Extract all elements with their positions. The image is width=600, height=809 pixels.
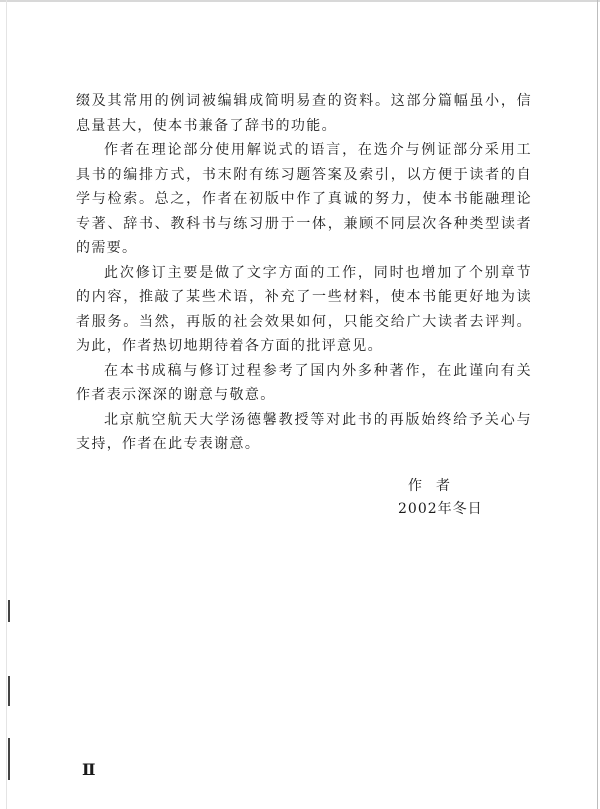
paragraph: 作者在理论部分使用解说式的语言，在选介与例证部分采用工具书的编排方式，书末附有练习题答案及索引，以方便于读者的自学与检索。总之，作者在初版中作了真诚的努力，使本书能融理论专著、辞书、教科书与练习册于一体，兼顾不同层次各种类型读者的需要。 bbox=[76, 142, 532, 256]
scan-mark bbox=[8, 676, 10, 706]
scan-edge-left bbox=[6, 0, 7, 809]
scan-mark bbox=[8, 738, 10, 780]
paragraph: 北京航空航天大学汤德馨教授等对此书的再版始终给予关心与支持，作者在此专表谢意。 bbox=[76, 411, 532, 452]
date-line: 2002年冬日 bbox=[398, 501, 483, 517]
paragraph: 缀及其常用的例词被编辑成简明易查的资料。这部分篇幅虽小，信息量甚大，使本书兼备了辞书的功能。 bbox=[76, 93, 532, 134]
paragraph: 在本书成稿与修订过程参考了国内外多种著作，在此谨向有关作者表示深深的谢意与敬意。 bbox=[76, 362, 532, 403]
scan-edge-top bbox=[0, 0, 600, 2]
scan-edge-right bbox=[597, 0, 598, 809]
scan-mark bbox=[8, 600, 10, 622]
author-signature: 作者 bbox=[408, 478, 464, 494]
page-number: Ⅱ bbox=[82, 760, 95, 779]
paragraph: 此次修订主要是做了文字方面的工作，同时也增加了个别章节的内容，推敲了某些术语，补充了一些材料，使本书能更好地为读者服务。当然，再版的社会效果如何，只能交给广大读者去评判。为此，作者热切地期待着各方面的批评意见。 bbox=[76, 264, 532, 354]
body-text bbox=[76, 89, 532, 457]
